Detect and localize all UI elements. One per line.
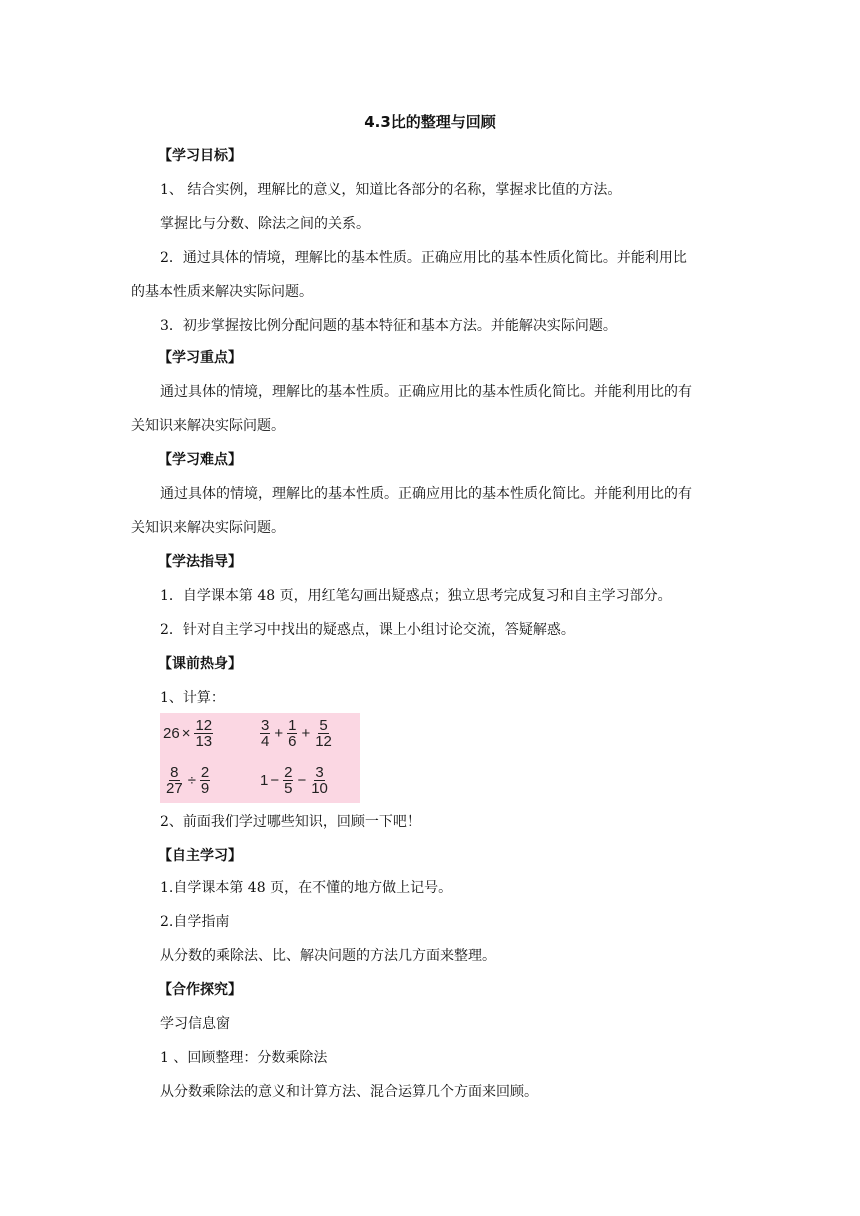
fraction: $\frac{3}{10}$: [311, 764, 328, 797]
objective-line-4: 的基本性质来解决实际问题。: [131, 284, 313, 300]
difficulty-line-2: 关知识来解决实际问题。: [131, 520, 285, 536]
objective-line-2: 掌握比与分数、除法之间的关系。: [160, 216, 370, 232]
times-operator: ×: [181, 725, 191, 742]
key-point-line-1: 通过具体的情境，理解比的基本性质。正确应用比的基本性质化简比。并能利用比的有: [160, 384, 692, 400]
key-point-line-2: 关知识来解决实际问题。: [131, 418, 285, 434]
cooperation-line-3: 从分数乘除法的意义和计算方法、混合运算几个方面来回顾。: [160, 1084, 538, 1100]
fraction: $\frac{5}{12}$: [315, 717, 332, 750]
expression-3: [163, 765, 212, 796]
cooperation-line-1: 学习信息窗: [160, 1016, 230, 1032]
heading-warmup: 【课前热身】: [158, 656, 242, 672]
method-line-1: 1．自学课本第 48 页，用红笔勾画出疑惑点；独立思考完成复习和自主学习部分。: [160, 588, 672, 604]
expression-2: [258, 718, 335, 749]
divide-operator: ÷: [187, 772, 196, 789]
self-study-line-3: 从分数的乘除法、比、解决问题的方法几方面来整理。: [160, 948, 496, 964]
heading-self-study: 【自主学习】: [158, 848, 242, 864]
fraction: $\frac{1}{6}$: [288, 717, 297, 750]
objective-line-5: 3．初步掌握按比例分配问题的基本特征和基本方法。并能解决实际问题。: [160, 318, 617, 334]
plus-operator: +: [301, 725, 311, 742]
objective-line-3: 2．通过具体的情境，理解比的基本性质。正确应用比的基本性质化简比。并能利用比: [160, 250, 687, 266]
plus-operator: +: [274, 725, 284, 742]
fraction: $\frac{8}{27}$: [166, 764, 183, 797]
expression-4: [260, 765, 331, 796]
warmup-line-1: 1、计算：: [160, 690, 225, 706]
objective-line-1: 1、 结合实例，理解比的意义，知道比各部分的名称，掌握求比值的方法。: [160, 182, 622, 198]
minus-operator: −: [297, 772, 307, 789]
minus-operator: −: [270, 772, 280, 789]
heading-cooperation: 【合作探究】: [158, 982, 242, 998]
page-title: 4.3比的整理与回顾: [364, 113, 496, 131]
difficulty-line-1: 通过具体的情境，理解比的基本性质。正确应用比的基本性质化简比。并能利用比的有: [160, 486, 692, 502]
method-line-2: 2．针对自主学习中找出的疑惑点，课上小组讨论交流，答疑解惑。: [160, 622, 575, 638]
heading-difficulties: 【学习难点】: [158, 452, 242, 468]
heading-key-points: 【学习重点】: [158, 350, 242, 366]
expression-1: [163, 718, 215, 749]
integer: 1: [260, 772, 269, 789]
fraction: $\frac{12}{13}$: [195, 717, 213, 750]
math-exercise-box: [160, 713, 360, 803]
fraction: $\frac{3}{4}$: [261, 717, 270, 750]
integer: 26: [163, 725, 180, 742]
cooperation-line-2: 1 、回顾整理：分数乘除法: [160, 1050, 328, 1066]
fraction: $\frac{2}{5}$: [284, 764, 293, 797]
self-study-line-2: 2.自学指南: [160, 914, 230, 930]
warmup-line-2: 2、前面我们学过哪些知识，回顾一下吧！: [160, 814, 421, 830]
self-study-line-1: 1.自学课本第 48 页，在不懂的地方做上记号。: [160, 880, 453, 896]
heading-method: 【学法指导】: [158, 554, 242, 570]
fraction: $\frac{2}{9}$: [200, 764, 210, 797]
heading-objectives: 【学习目标】: [158, 148, 242, 164]
